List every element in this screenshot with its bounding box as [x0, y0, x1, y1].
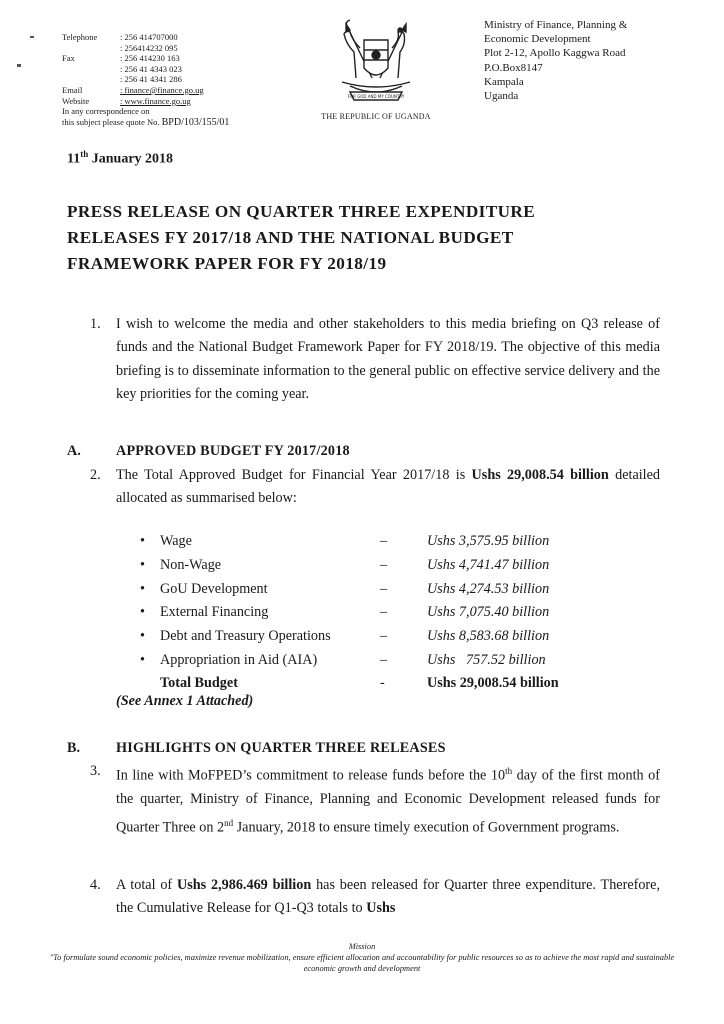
coat-of-arms-icon: [328, 18, 424, 110]
budget-item-amount: Ushs 4,274.53 billion: [427, 581, 550, 597]
date-rest: January 2018: [88, 151, 174, 167]
contact-label: Email: [62, 84, 83, 95]
contact-row-fax-2: [62, 64, 229, 75]
address-line: Ministry of Finance, Planning &: [484, 19, 628, 31]
contact-label: Website: [62, 95, 90, 106]
svg-text:FOR GOD AND MY COUNTRY: FOR GOD AND MY COUNTRY: [347, 94, 405, 99]
scan-mark: [30, 36, 34, 38]
paragraph-text: has been released for Quarter three expenditure. Therefore, the Cumulative Release for Q1-Q3 totals to: [116, 877, 660, 917]
date-suffix: th: [80, 149, 89, 159]
mission-heading: Mission: [348, 942, 376, 951]
contact-value: : 256 41 4343 023: [120, 63, 182, 74]
budget-item-label: Appropriation in Aid (AIA): [160, 652, 318, 668]
budget-item: [140, 557, 600, 580]
mission-footer: [40, 941, 684, 974]
superscript: nd: [224, 817, 234, 828]
date-day: 11: [67, 151, 81, 167]
paragraph-text: detailed allocated as summarised below:: [116, 467, 661, 507]
address-line: Uganda: [484, 90, 519, 103]
paragraph-text: In line with MoFPED’s commitment to release funds before the 10: [116, 767, 506, 784]
budget-total-label: Total Budget: [160, 675, 238, 691]
superscript: th: [505, 766, 513, 776]
release-amount: Ushs 2,986.469 billion: [177, 877, 312, 893]
budget-item: [140, 533, 600, 556]
contact-value: : 256414232 095: [120, 42, 178, 53]
section-heading: APPROVED BUDGET FY 2017/2018: [116, 443, 350, 459]
reference-number: BPD/103/155/01: [161, 116, 230, 128]
budget-item-dash: –: [380, 581, 388, 597]
paragraph-text: day of the first month of the quarter, Ministry of Finance, Planning and Economic Development released funds for Quarter Three on 2: [116, 767, 660, 836]
title-line: FRAMEWORK PAPER FOR FY 2018/19: [67, 254, 387, 273]
paragraph-tail: Ushs: [366, 900, 396, 917]
scan-mark: [17, 64, 21, 67]
correspondence-text: this subject please quote No.: [62, 116, 160, 127]
budget-item-label: Wage: [160, 533, 192, 549]
press-release-title: [67, 199, 667, 277]
budget-item-dash: –: [380, 557, 388, 573]
bullet-icon: •: [140, 581, 145, 597]
budget-item-dash: –: [380, 604, 388, 620]
bullet-icon: •: [140, 652, 145, 668]
address-line: Economic Development: [484, 33, 591, 46]
section-letter: B.: [67, 740, 81, 756]
contact-value: : 256 414707000: [120, 32, 178, 42]
contact-value: : 256 414230 163: [120, 53, 180, 64]
paragraph-3: [116, 760, 660, 840]
total-budget-amount: Ushs 29,008.54 billion: [471, 467, 609, 483]
contact-value: : 256 41 4341 286: [120, 74, 182, 85]
contact-label: Fax: [62, 53, 75, 64]
correspondence-line: In any correspondence on: [62, 106, 150, 117]
paragraph-text: A total of: [116, 877, 177, 893]
document-date: [67, 149, 173, 168]
website-link[interactable]: : www.finance.go.ug: [120, 95, 191, 106]
paragraph-1: I wish to welcome the media and other stakeholders to this media briefing on Q3 release of funds and the National Budget Framework Paper for FY 2018/19. The objective of this media briefing is to disseminate information to the general public on effective service delivery and the key priorities for the coming year.: [116, 316, 660, 403]
section-heading: HIGHLIGHTS ON QUARTER THREE RELEASES: [116, 740, 446, 756]
correspondence-line-2: [62, 117, 229, 129]
budget-total-dash: -: [380, 675, 385, 691]
bullet-icon: •: [140, 628, 145, 644]
budget-item-label: GoU Development: [160, 581, 268, 597]
bullet-icon: •: [140, 604, 145, 620]
budget-total-amount: Ushs 29,008.54 billion: [427, 675, 559, 691]
crest-caption: THE REPUBLIC OF UGANDA: [321, 112, 431, 121]
budget-item: [140, 604, 600, 627]
address-line: P.O.Box8147: [484, 61, 543, 74]
budget-item-label: Non-Wage: [160, 557, 222, 573]
contact-row-fax-3: [62, 74, 229, 85]
contact-row-telephone-2: [62, 43, 229, 54]
paragraph-text: The Total Approved Budget for Financial Year 2017/18 is: [116, 467, 472, 483]
title-line: RELEASES FY 2017/18 AND THE NATIONAL BUDGET: [67, 228, 514, 247]
paragraph-number: 4.: [90, 877, 101, 893]
budget-item-label: Debt and Treasury Operations: [160, 628, 331, 644]
email-link[interactable]: : finance@finance.go.ug: [120, 84, 204, 95]
address-line: Kampala: [484, 75, 524, 88]
address-line: Plot 2-12, Apollo Kaggwa Road: [484, 47, 626, 60]
paragraph-number: 2.: [90, 467, 101, 483]
budget-item-amount: Ushs 4,741.47 billion: [427, 557, 550, 573]
paragraph-number: 1.: [90, 316, 101, 332]
contact-row-telephone: [62, 32, 229, 43]
paragraph-4: [116, 874, 660, 921]
contact-row-website: [62, 96, 229, 107]
paragraph-2: [116, 464, 660, 511]
bullet-icon: •: [140, 533, 145, 549]
title-line: PRESS RELEASE ON QUARTER THREE EXPENDITURE: [67, 202, 536, 221]
contact-block: [62, 32, 229, 128]
section-letter: A.: [67, 443, 81, 459]
budget-item: [140, 652, 600, 675]
bullet-icon: •: [140, 557, 145, 573]
budget-item-dash: –: [380, 628, 388, 644]
contact-row-fax: [62, 53, 229, 64]
budget-item: [140, 628, 600, 651]
budget-item-amount: Ushs 7,075.40 billion: [427, 604, 550, 620]
budget-item-amount: Ushs 3,575.95 billion: [427, 533, 550, 549]
ministry-address: [484, 18, 627, 103]
budget-item-amount: Ushs 757.52 billion: [427, 652, 546, 668]
annex-note: (See Annex 1 Attached): [116, 693, 254, 709]
paragraph-text: January, 2018 to ensure timely execution of Government programs.: [233, 819, 620, 836]
budget-item-dash: –: [380, 652, 388, 668]
contact-row-email: [62, 85, 229, 96]
mission-text: "To formulate sound economic policies, maximize revenue mobilization, ensure efficient allocation and accountability for public resources so as to achieve the most rapid and sustainable economic growth and development: [49, 953, 675, 973]
budget-item-label: External Financing: [160, 604, 269, 620]
coat-of-arms: [318, 18, 434, 121]
paragraph-number: 3.: [90, 763, 101, 779]
budget-item-dash: –: [380, 533, 388, 549]
budget-item: [140, 581, 600, 604]
budget-item-amount: Ushs 8,583.68 billion: [427, 628, 550, 644]
contact-label: Telephone: [62, 32, 98, 42]
